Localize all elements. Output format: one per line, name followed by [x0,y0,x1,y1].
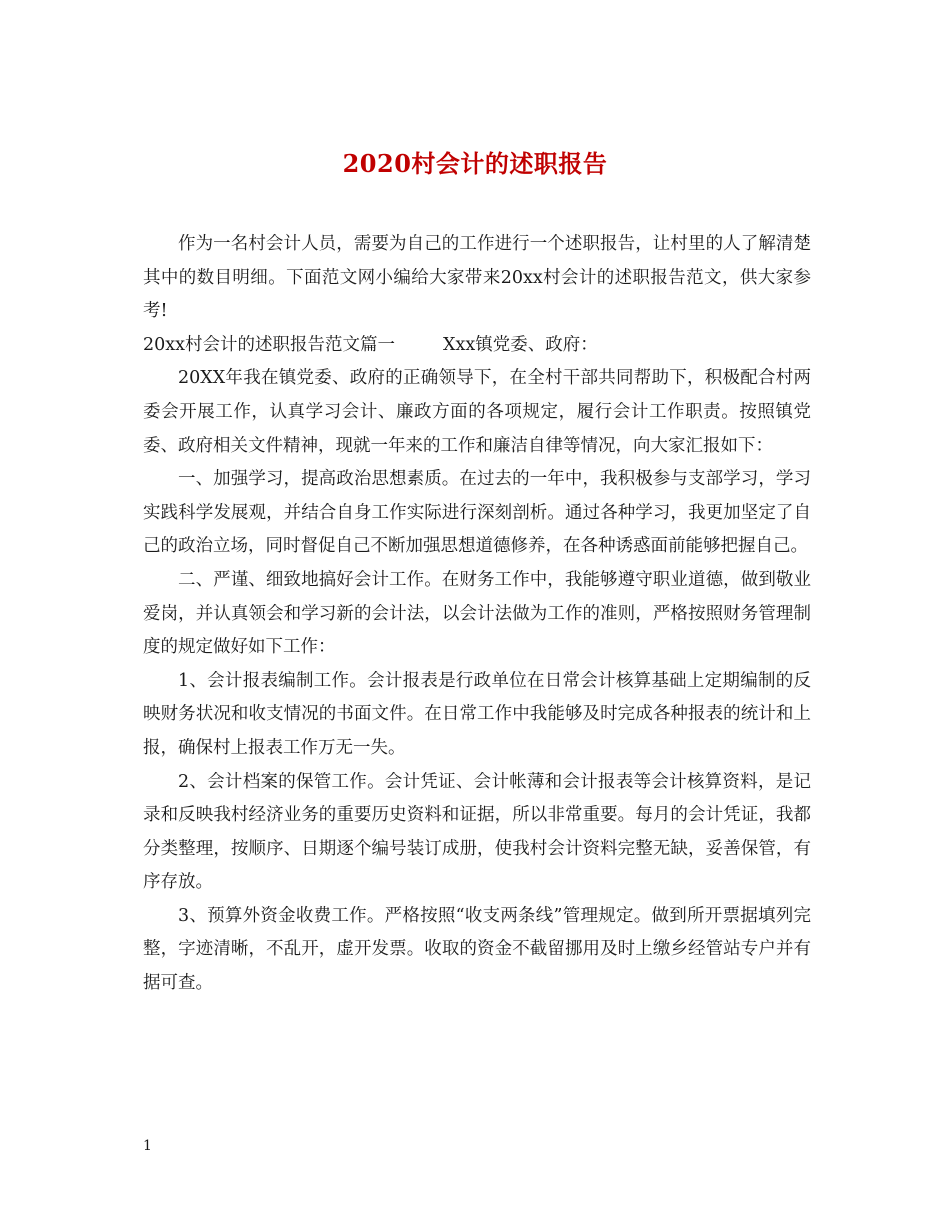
page-number: 1 [143,1138,152,1154]
paragraph: 一、加强学习，提高政治思想素质。在过去的一年中，我积极参与支部学习，学习实践科学发展观，并结合自身工作实际进行深刻剖析。通过各种学习，我更加坚定了自己的政治立场，同时督促自己不断加强思想道德修养，在各种诱惑面前能够把握自己。 [143,469,811,557]
document-title: 2020村会计的述职报告 [342,149,608,179]
document-body [143,228,811,1001]
section-heading: 20xx村会计的述职报告范文篇一 [143,334,396,355]
paragraph: 3、预算外资金收费工作。严格按照“收支两条线”管理规定。做到所开票据填列完整，字迹清晰，不乱开，虚开发票。收取的资金不截留挪用及时上缴乡经管站专户并有据可查。 [143,905,811,994]
paragraph: 2、会计档案的保管工作。会计凭证、会计帐薄和会计报表等会计核算资料，是记录和反映我村经济业务的重要历史资料和证据，所以非常重要。每月的会计凭证，我都分类整理，按顺序、日期逐个编号装订成册，使我村会计资料完整无缺，妥善保管，有序存放。 [143,771,811,893]
intro-paragraph: 作为一名村会计人员，需要为自己的工作进行一个述职报告，让村里的人了解清楚其中的数目明细。下面范文网小编给大家带来20xx村会计的述职报告范文，供大家参考! [143,234,811,322]
paragraph: 二、严谨、细致地搞好会计工作。在财务工作中，我能够遵守职业道德，做到敬业爱岗，并认真领会和学习新的会计法，以会计法做为工作的准则，严格按照财务管理制度的规定做好如下工作： [143,569,811,658]
salutation: Xxx镇党委、政府： [443,334,598,355]
section-heading-line [143,329,811,363]
paragraph: 20XX年我在镇党委、政府的正确领导下，在全村干部共同帮助下，积极配合村两委会开展工作，认真学习会计、廉政方面的各项规定，履行会计工作职责。按照镇党委、政府相关文件精神，现就一年来的工作和廉洁自律等情况，向大家汇报如下： [143,368,811,456]
paragraph: 1、会计报表编制工作。会计报表是行政单位在日常会计核算基础上定期编制的反映财务状况和收支情况的书面文件。在日常工作中我能够及时完成各种报表的统计和上报，确保村上报表工作万无一失。 [143,670,811,758]
